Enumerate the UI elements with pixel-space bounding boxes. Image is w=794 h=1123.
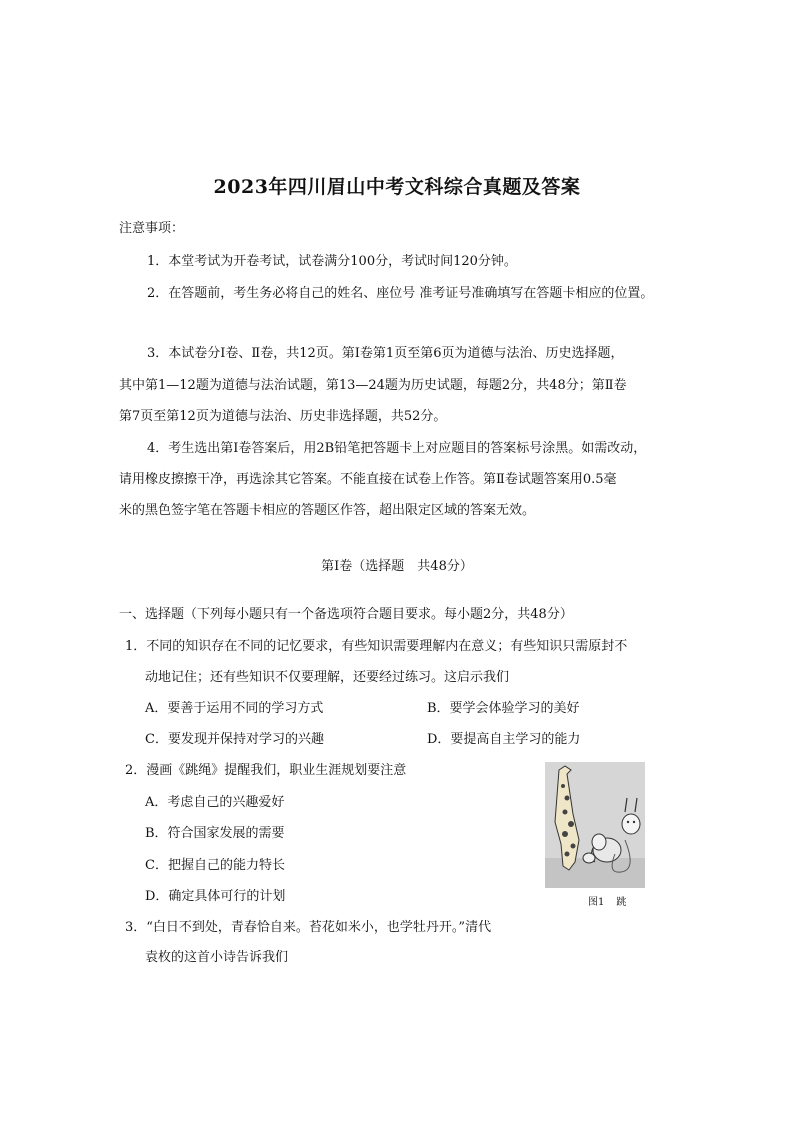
- cartoon-figure: [545, 762, 645, 888]
- question-2-option-d: D．确定具体可行的计划: [145, 889, 286, 904]
- figure-caption: [588, 893, 638, 908]
- question-2-option-b: B．符合国家发展的需要: [145, 826, 285, 841]
- note-item-3-cont-1: 其中第1—12题为道德与法治试题，第13—24题为历史试题，每题2分，共48分；第Ⅱ卷: [119, 378, 627, 393]
- note-item-2: 2．在答题前，考生务必将自己的姓名、座位号 准考证号准确填写在答题卡相应的位置。: [147, 286, 654, 301]
- question-3-stem-1: 3．“白日不到处，青春恰自来。苔花如米小，也学牡丹开。”清代: [125, 920, 492, 935]
- question-2-option-c: C．把握自己的能力特长: [145, 858, 285, 873]
- question-1-stem-1: 1．不同的知识存在不同的记忆要求，有些知识需要理解内在意义；有些知识只需原封不: [125, 639, 628, 654]
- figure-label: 图1: [588, 897, 605, 908]
- figure-caption-text: 跳: [616, 897, 627, 908]
- note-item-3: 3．本试卷分Ⅰ卷、Ⅱ卷，共12页。第Ⅰ卷第1页至第6页为道德与法治、历史选择题，: [147, 346, 624, 361]
- section-title: 第Ⅰ卷（选择题 共48分）: [321, 559, 473, 574]
- note-item-4: 4．考生选出第Ⅰ卷答案后，用2B铅笔把答题卡上对应题目的答案标号涂黑。如需改动，: [147, 441, 647, 456]
- question-2-stem: 2．漫画《跳绳》提醒我们，职业生涯规划要注意: [125, 763, 407, 778]
- question-1-option-b: B．要学会体验学习的美好: [427, 701, 580, 716]
- question-1-option-d: D．要提高自主学习的能力: [427, 732, 581, 747]
- jump-rope-cartoon-illustration: [545, 762, 645, 888]
- notes-heading: 注意事项：: [119, 221, 185, 236]
- note-item-3-cont-2: 第7页至第12页为道德与法治、历史非选择题，共52分。: [119, 409, 447, 424]
- note-item-4-cont-1: 请用橡皮擦擦干净，再选涂其它答案。不能直接在试卷上作答。第Ⅱ卷试题答案用0.5毫: [119, 472, 617, 487]
- note-item-4-cont-2: 米的黑色签字笔在答题卡相应的答题区作答，超出限定区域的答案无效。: [119, 503, 536, 518]
- question-1-option-a: A．要善于运用不同的学习方式: [145, 701, 324, 716]
- page-title: 2023年四川眉山中考文科综合真题及答案: [213, 176, 581, 198]
- part-heading: 一、选择题（下列每小题只有一个备选项符合题目要求。每小题2分，共48分）: [119, 607, 573, 622]
- note-item-1: 1．本堂考试为开卷考试，试卷满分100分，考试时间120分钟。: [147, 254, 517, 269]
- question-1-stem-2: 动地记住；还有些知识不仅要理解，还要经过练习。这启示我们: [145, 670, 510, 685]
- question-1-option-c: C．要发现并保持对学习的兴趣: [145, 732, 324, 747]
- question-2-option-a: A．考虑自己的兴趣爱好: [145, 795, 285, 810]
- question-3-stem-2: 袁枚的这首小诗告诉我们: [145, 950, 289, 965]
